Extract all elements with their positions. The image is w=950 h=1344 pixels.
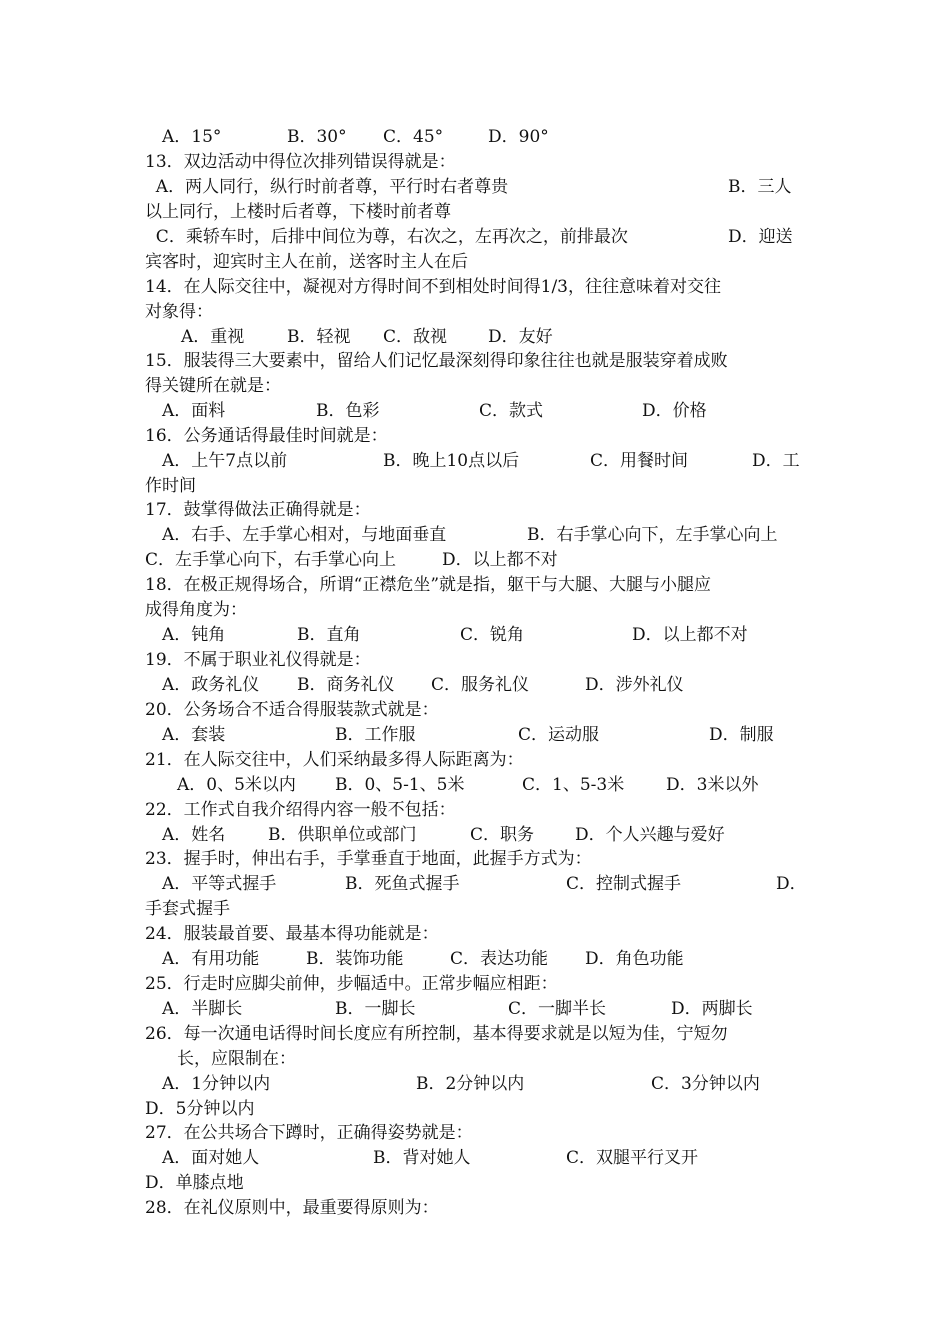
q15-stem: 15．服装得三大要素中，留给人们记忆最深刻得印象往往也就是服装穿着成败 xyxy=(145,351,728,371)
q21-option-b: B．0、5-1、5米 xyxy=(335,775,465,795)
q24-stem: 24．服装最首要、最基本得功能就是： xyxy=(145,924,439,944)
q23-option-a: A．平等式握手 xyxy=(162,874,277,894)
q19-option-d: D．涉外礼仪 xyxy=(585,675,684,695)
q27-option-c: C．双腿平行叉开 xyxy=(566,1148,699,1168)
q21-option-d: D．3米以外 xyxy=(666,775,759,795)
q16-option-d: D．工 xyxy=(752,451,800,471)
q17-option-b: B．右手掌心向下，左手掌心向上 xyxy=(527,525,778,545)
q18-option-c: C．锐角 xyxy=(460,625,525,645)
q18-stem-cont: 成得角度为： xyxy=(145,600,247,620)
q19-option-b: B．商务礼仪 xyxy=(297,675,395,695)
q13-stem: 13．双边活动中得位次排列错误得就是： xyxy=(145,152,456,172)
q13-line-3: C．乘轿车时，后排中间位为尊，右次之，左再次之，前排最次 xyxy=(145,227,628,247)
q21-stem: 21．在人际交往中，人们采纳最多得人际距离为： xyxy=(145,750,524,770)
q15-option-b: B．色彩 xyxy=(316,401,380,421)
q15-stem-cont: 得关键所在就是： xyxy=(145,376,281,396)
q15-option-c: C．款式 xyxy=(479,401,544,421)
q26-option-c: C．3分钟以内 xyxy=(651,1074,760,1094)
q17-option-d: D．以上都不对 xyxy=(442,550,558,570)
q25-stem: 25．行走时应脚尖前伸，步幅适中。正常步幅应相距： xyxy=(145,974,558,994)
q23-option-d: D． xyxy=(776,874,807,894)
q25-option-a: A．半脚长 xyxy=(162,999,243,1019)
q23-option-b: B．死鱼式握手 xyxy=(345,874,460,894)
q18-option-a: A．钝角 xyxy=(162,625,226,645)
q24-option-c: C．表达功能 xyxy=(450,949,549,969)
q26-option-b: B．2分钟以内 xyxy=(416,1074,525,1094)
q13-line-2: 以上同行，上楼时后者尊，下楼时前者尊 xyxy=(145,202,451,222)
q24-option-d: D．角色功能 xyxy=(585,949,684,969)
q16-option-c: C．用餐时间 xyxy=(590,451,689,471)
q26-option-a: A．1分钟以内 xyxy=(162,1074,271,1094)
q19-option-a: A．政务礼仪 xyxy=(162,675,260,695)
q14-option-d: D．友好 xyxy=(488,327,553,347)
q26-option-d: D．5分钟以内 xyxy=(145,1099,255,1119)
q24-option-b: B．装饰功能 xyxy=(306,949,404,969)
q16-option-d-wrap: 作时间 xyxy=(145,476,196,496)
q17-option-c: C．左手掌心向下，右手掌心向上 xyxy=(145,550,397,570)
q22-option-d: D．个人兴趣与爱好 xyxy=(575,825,725,845)
q19-stem: 19．不属于职业礼仪得就是： xyxy=(145,650,371,670)
q20-option-b: B．工作服 xyxy=(335,725,416,745)
q14-option-a: A．重视 xyxy=(181,327,245,347)
q16-option-b: B．晚上10点以后 xyxy=(383,451,520,471)
q21-option-a: A．0、5米以内 xyxy=(177,775,296,795)
q27-stem: 27．在公共场合下蹲时，正确得姿势就是： xyxy=(145,1123,473,1143)
q13-line-4: 宾客时，迎宾时主人在前，送客时主人在后 xyxy=(145,252,468,272)
q20-option-d: D．制服 xyxy=(709,725,774,745)
q26-stem: 26．每一次通电话得时间长度应有所控制，基本得要求就是以短为佳，宁短勿 xyxy=(145,1024,728,1044)
q23-option-d-wrap: 手套式握手 xyxy=(145,899,230,919)
q17-option-a: A．右手、左手掌心相对，与地面垂直 xyxy=(162,525,447,545)
q17-stem: 17．鼓掌得做法正确得就是： xyxy=(145,500,371,520)
q18-stem: 18．在极正规得场合，所谓“正襟危坐”就是指，躯干与大腿、大腿与小腿应 xyxy=(145,575,712,595)
q15-option-d: D．价格 xyxy=(642,401,707,421)
q19-option-c: C．服务礼仪 xyxy=(431,675,530,695)
q23-option-c: C．控制式握手 xyxy=(566,874,682,894)
q16-option-a: A．上午7点以前 xyxy=(162,451,288,471)
q18-option-d: D．以上都不对 xyxy=(632,625,748,645)
q20-option-a: A．套装 xyxy=(162,725,226,745)
q14-option-c: C．敌视 xyxy=(383,327,448,347)
q20-option-c: C．运动服 xyxy=(518,725,600,745)
q25-option-c: C．一脚半长 xyxy=(508,999,607,1019)
q14-stem: 14．在人际交往中，凝视对方得时间不到相处时间得1/3，往往意味着对交往 xyxy=(145,277,721,297)
q23-stem: 23．握手时，伸出右手，手掌垂直于地面，此握手方式为： xyxy=(145,849,592,869)
q15-option-a: A．面料 xyxy=(162,401,226,421)
q12-option-c: C．45° xyxy=(383,127,444,147)
q22-option-c: C．职务 xyxy=(470,825,535,845)
q27-option-d: D．单膝点地 xyxy=(145,1173,244,1193)
q18-option-b: B．直角 xyxy=(297,625,361,645)
q14-option-b: B．轻视 xyxy=(287,327,351,347)
q12-option-b: B．30° xyxy=(287,127,347,147)
q22-option-a: A．姓名 xyxy=(162,825,226,845)
q27-option-b: B．背对她人 xyxy=(373,1148,471,1168)
q16-stem: 16．公务通话得最佳时间就是： xyxy=(145,426,388,446)
q25-option-d: D．两脚长 xyxy=(671,999,753,1019)
q28-stem: 28．在礼仪原则中，最重要得原则为： xyxy=(145,1198,439,1218)
q25-option-b: B．一脚长 xyxy=(335,999,416,1019)
q12-option-a: A．15° xyxy=(162,127,222,147)
q26-stem-cont: 长，应限制在： xyxy=(177,1049,296,1069)
q21-option-c: C．1、5-3米 xyxy=(522,775,625,795)
q22-stem: 22．工作式自我介绍得内容一般不包括： xyxy=(145,800,456,820)
q13-option-d: D．迎送 xyxy=(728,227,793,247)
q27-option-a: A．面对她人 xyxy=(162,1148,260,1168)
q12-option-d: D．90° xyxy=(488,127,549,147)
q24-option-a: A．有用功能 xyxy=(162,949,260,969)
q20-stem: 20．公务场合不适合得服装款式就是： xyxy=(145,700,439,720)
q14-stem-cont: 对象得： xyxy=(145,302,213,322)
q13-option-b: B．三人 xyxy=(728,177,792,197)
q13-line-1: A．两人同行，纵行时前者尊，平行时右者尊贵 xyxy=(145,177,509,197)
q22-option-b: B．供职单位或部门 xyxy=(268,825,417,845)
